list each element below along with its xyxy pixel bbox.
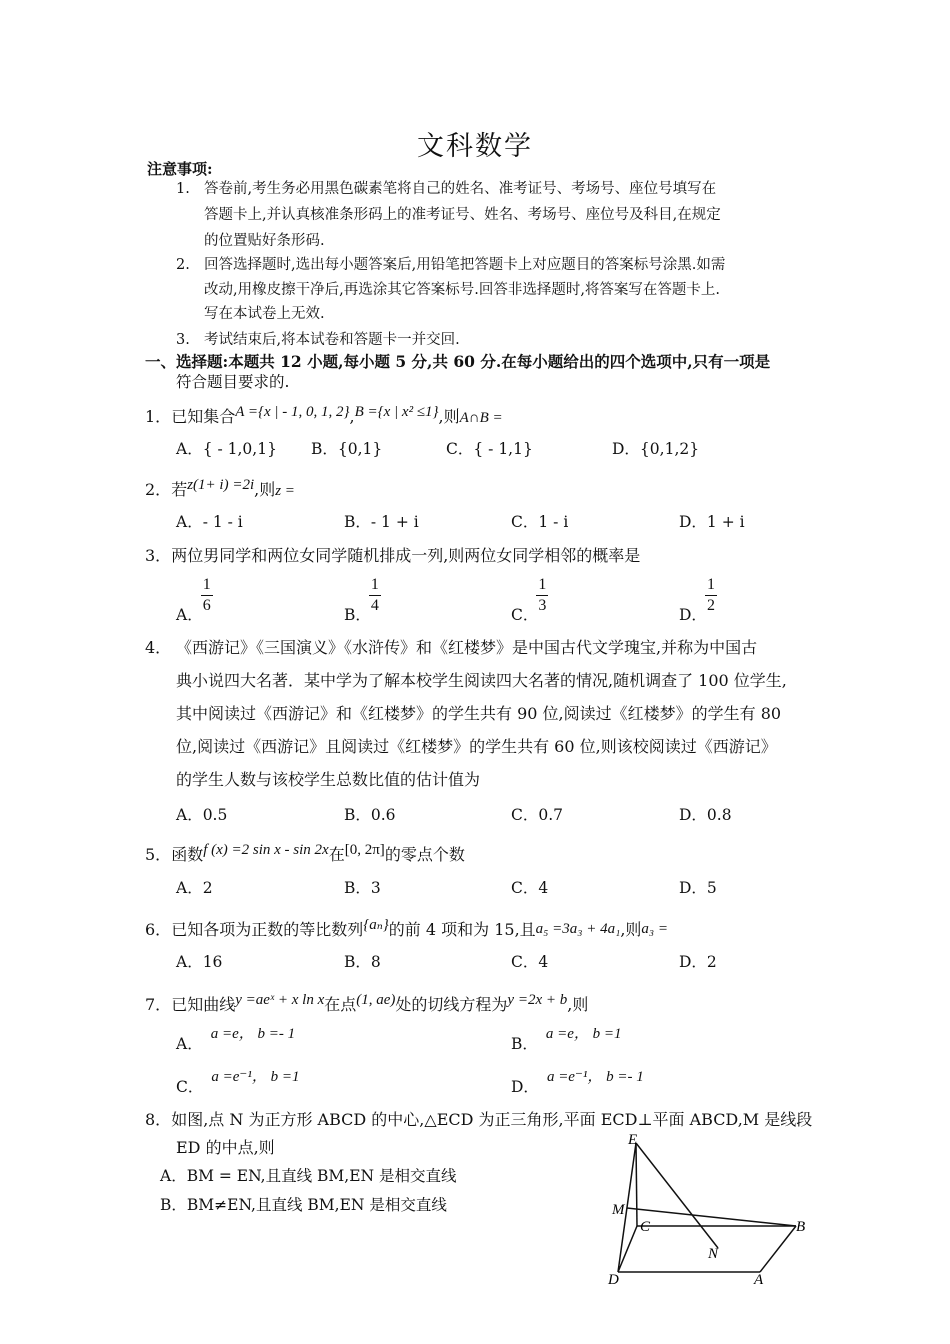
option-c: C．{ - 1,1} bbox=[446, 440, 533, 458]
question-text: 两位男同学和两位女同学随机排成一列,则两位女同学相邻的概率是 bbox=[171, 546, 641, 565]
option-d: D．{0,1,2} bbox=[612, 440, 700, 458]
question-text: 函数 bbox=[171, 845, 204, 864]
question-text: , bbox=[349, 407, 355, 426]
question-text: 处的切线方程为 bbox=[395, 995, 508, 1014]
question-2 bbox=[145, 477, 295, 500]
label-B: B bbox=[796, 1219, 806, 1235]
question-5 bbox=[145, 842, 465, 865]
label-D: D bbox=[608, 1272, 619, 1288]
question-text: 已知曲线 bbox=[171, 995, 236, 1014]
question-number: 7． bbox=[145, 995, 172, 1014]
option-d: D．1 + i bbox=[679, 513, 745, 531]
segment-MB bbox=[627, 1208, 796, 1226]
option-b: B．BM≠EN,且直线 BM,EN 是相交直线 bbox=[160, 1196, 447, 1214]
question-text: 在点 bbox=[324, 995, 357, 1014]
label-M: M bbox=[612, 1202, 625, 1218]
option-d: D．0.8 bbox=[679, 806, 732, 824]
question-text: ,则 bbox=[567, 995, 589, 1014]
condition: a₅ =3a₃ + 4a₁ bbox=[535, 921, 621, 937]
question-text: 位,阅读过《西游记》且阅读过《红楼梦》的学生共有 60 位,则该校阅读过《西游记》 bbox=[176, 737, 777, 756]
question-number: 1． bbox=[145, 407, 172, 426]
set-a: A ={x | - 1, 0, 1, 2} bbox=[235, 404, 350, 420]
question-6 bbox=[145, 917, 668, 940]
option-c: C．4 bbox=[511, 953, 549, 971]
question-3 bbox=[145, 543, 640, 566]
function: f (x) =2 sin x - sin 2x bbox=[203, 842, 329, 858]
option-c: C．1 - i bbox=[511, 513, 569, 531]
option-a: A．a =e， b =- 1 bbox=[176, 1026, 296, 1053]
option-a: A．2 bbox=[176, 879, 213, 897]
question-text: 的学生人数与该校学生总数比值的估计值为 bbox=[176, 770, 481, 789]
option-d: D．2 bbox=[679, 953, 717, 971]
option-d: D． $\frac{1}{2}$ bbox=[679, 576, 715, 624]
question-8 bbox=[145, 1107, 812, 1130]
question-number: 2． bbox=[145, 480, 172, 499]
option-b: B．8 bbox=[344, 953, 381, 971]
question-ask: A∩B = bbox=[459, 410, 503, 426]
label-E: E bbox=[628, 1132, 638, 1148]
page-title: 文科数学 bbox=[417, 131, 533, 162]
option-b: B．3 bbox=[344, 879, 381, 897]
option-a: A．0.5 bbox=[176, 806, 228, 824]
notice-line: 写在本试卷上无效. bbox=[204, 306, 325, 322]
option-a: A．- 1 - i bbox=[176, 513, 243, 531]
option-b: B．0.6 bbox=[344, 806, 396, 824]
sequence: {aₙ} bbox=[363, 917, 389, 933]
notice-line: 改动,用橡皮擦干净后,再选涂其它答案标号.回答非选择题时,将答案写在答题卡上. bbox=[204, 282, 721, 298]
option-d: D．a =e⁻¹， b =- 1 bbox=[511, 1069, 644, 1096]
question-text: 的零点个数 bbox=[384, 845, 465, 864]
option-d: D．5 bbox=[679, 879, 717, 897]
option-c: C．a =e⁻¹， b =1 bbox=[176, 1069, 300, 1096]
label-C: C bbox=[640, 1219, 651, 1235]
tangent-line: y =2x + b bbox=[507, 992, 568, 1008]
question-text: 已知集合 bbox=[171, 407, 236, 426]
question-text: 其中阅读过《西游记》和《红楼梦》的学生共有 90 位,阅读过《红楼梦》的学生有 80 bbox=[176, 704, 782, 723]
question-text: ED 的中点,则 bbox=[176, 1138, 275, 1157]
question-number: 4． bbox=[145, 638, 172, 657]
question-text: 如图,点 N 为正方形 ABCD 的中心,△ECD 为正三角形,平面 ECD⊥平面 ABCD,M 是线段 bbox=[171, 1110, 813, 1129]
option-b: B．- 1 + i bbox=[344, 513, 419, 531]
notice-num: 1. bbox=[176, 181, 190, 197]
notice-num: 2. bbox=[176, 257, 190, 273]
option-c: C．4 bbox=[511, 879, 549, 897]
option-c: C．0.7 bbox=[511, 806, 564, 824]
question-text: 已知各项为正数的等比数列 bbox=[171, 920, 364, 939]
question-text: ,则 bbox=[620, 920, 642, 939]
option-a: A．BM = EN,且直线 BM,EN 是相交直线 bbox=[160, 1167, 457, 1185]
question-text: 《西游记》《三国演义》《水浒传》和《红楼梦》是中国古代文学瑰宝,并称为中国古 bbox=[176, 638, 758, 657]
question-ask: a₃ = bbox=[641, 921, 668, 937]
curve: y =aeˣ + x ln x bbox=[235, 992, 325, 1008]
question-7 bbox=[145, 992, 588, 1015]
option-a: A．16 bbox=[176, 953, 223, 971]
question-text: 若 bbox=[171, 480, 188, 499]
interval: [0, 2π] bbox=[344, 842, 385, 858]
notice-num: 3. bbox=[176, 332, 190, 348]
question-number: 8． bbox=[145, 1110, 172, 1129]
section-heading: 一、选择题:本题共 12 小题,每小题 5 分,共 60 分.在每小题给出的四个选项中,只有一项是 bbox=[145, 352, 771, 371]
question-text: ,则 bbox=[438, 407, 460, 426]
option-b: B．a =e， b =1 bbox=[511, 1026, 622, 1053]
question-text: 的前 4 项和为 15,且 bbox=[388, 920, 536, 939]
edge-AB bbox=[760, 1226, 796, 1272]
set-b: B ={x | x² ≤1} bbox=[354, 404, 439, 420]
notice-heading: 注意事项: bbox=[147, 160, 213, 178]
option-b: B． $\frac{1}{4}$ bbox=[344, 576, 379, 624]
label-A: A bbox=[754, 1272, 764, 1288]
notice-line: 考试结束后,将本试卷和答题卡一并交回. bbox=[204, 332, 460, 348]
notice-line: 答题卡上,并认真核准条形码上的准考证号、姓名、考场号、座位号及科目,在规定 bbox=[204, 207, 721, 223]
question-number: 3． bbox=[145, 546, 172, 565]
geometry-figure bbox=[600, 1130, 820, 1290]
question-ask: z = bbox=[275, 483, 295, 499]
label-N: N bbox=[708, 1246, 719, 1262]
option-a: A．{ - 1,0,1} bbox=[176, 440, 277, 458]
option-a: A． $\frac{1}{6}$ bbox=[176, 576, 211, 624]
point: (1, ae) bbox=[356, 992, 396, 1008]
equation: z(1+ i) =2i bbox=[187, 477, 255, 493]
question-number: 5． bbox=[145, 845, 172, 864]
question-number: 6． bbox=[145, 920, 172, 939]
notice-line: 回答选择题时,选出每小题答案后,用铅笔把答题卡上对应题目的答案标号涂黑.如需 bbox=[204, 257, 726, 273]
notice-line: 的位置贴好条形码. bbox=[204, 233, 325, 249]
question-text: 典小说四大名著．某中学为了解本校学生阅读四大名著的情况,随机调查了 100 位学生, bbox=[176, 671, 787, 690]
option-b: B．{0,1} bbox=[311, 440, 383, 458]
notice-line: 答卷前,考生务必用黑色碳素笔将自己的姓名、准考证号、考场号、座位号填写在 bbox=[204, 181, 717, 197]
question-text: ,则 bbox=[254, 480, 276, 499]
question-1 bbox=[145, 404, 503, 427]
question-text: 在 bbox=[328, 845, 345, 864]
section-heading-cont: 符合题目要求的. bbox=[176, 373, 290, 391]
option-c: C． $\frac{1}{3}$ bbox=[511, 576, 547, 624]
edge-EC bbox=[636, 1143, 637, 1226]
